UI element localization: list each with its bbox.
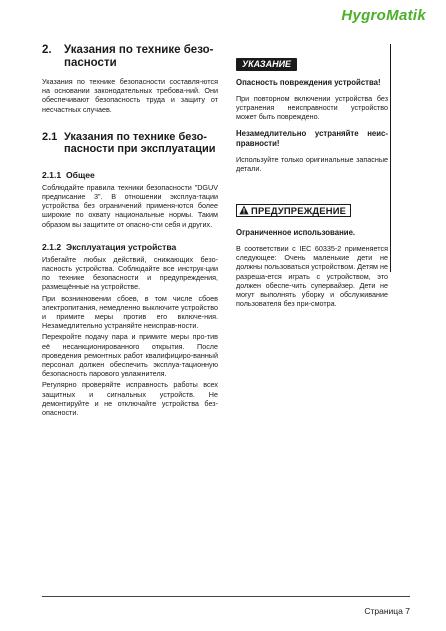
section-2-1-2-number: 2.1.2 bbox=[42, 241, 62, 252]
change-bar bbox=[390, 44, 391, 272]
section-2-1-1-text: Соблюдайте правила техники безопасности "DGUV предписание 3". В отношении эксплуа-тации устройства без ограничений применя-ются более широкие по охвату национальные нормы. Таким образом вы защитите от опасно-сти себя и других. bbox=[42, 182, 218, 229]
notice-text: При повторном включении устройства без устранения неисправности устройство может быть повреждено. bbox=[236, 94, 388, 122]
section-2-1-1-heading bbox=[42, 170, 218, 181]
warning-label-box bbox=[236, 204, 351, 217]
section-2-1-title: Указания по технике безо-пасности при эксплуатации bbox=[64, 130, 216, 156]
section-2-1-2-heading bbox=[42, 242, 218, 253]
logo-part-1: Hygro bbox=[341, 7, 387, 24]
section-2-title: Указания по технике безо- пасности bbox=[64, 44, 214, 69]
warning-block bbox=[236, 202, 409, 308]
logo-part-2: Matik bbox=[386, 7, 426, 24]
notice-text-2: Используйте только оригинальные запасные детали. bbox=[236, 154, 388, 173]
section-2-1-2-paragraph: Перекройте подачу пара и примите меры про-тив её несанкционированного открытия. После проведения ремонтных работ квалифициро-ванный персонал должен обеспечить эксплуа-тационную безопасность парового увлажнителя. bbox=[42, 332, 218, 379]
section-2-1-2-paragraph: При возникновении сбоев, в том числе сбоев электропитания, немедленно выключите устройство и примите меры против его включе-ния. Незамедлительно устраняйте неисправ-ности. bbox=[42, 293, 218, 331]
section-2-1-heading bbox=[42, 131, 218, 156]
page-number: Страница 7 bbox=[364, 606, 410, 616]
section-2-1-2-paragraph: Избегайте любых действий, снижающих безо-пасность устройства. Соблюдайте все инструк-ции по технике безопасности и предупреждения, размещённые на устройстве. bbox=[42, 254, 218, 292]
section-2-text: Указания по технике безопасности составля-ются на основании законодательных требова-ний. Они обеспечивают безопасность труда и защиту от несчастных случаев. bbox=[42, 77, 218, 114]
notice-subtitle-2: Незамедлительно устраняйте неис-правности! bbox=[236, 128, 388, 148]
section-2-1-2-paragraph: Регулярно проверяйте исправность работы всех защитных и сигнальных устройств. Не демонтируйте и не отключайте устройства без-опасности. bbox=[42, 380, 218, 418]
section-2-1-1-title: Общее bbox=[66, 169, 95, 180]
section-2-number: 2. bbox=[42, 44, 52, 56]
warning-text: В соответствии с IEC 60335-2 применяется следующее: Очень маленькие дети не должны пользоваться устройством. Детям не разреша-ется играть с устройством, это должен обеспе-чить супервайзер. Дети не могут выполнять уборку и обслуживание пользователя без при-смотра. bbox=[236, 244, 388, 309]
left-column bbox=[42, 44, 218, 417]
section-2-1-2-title: Эксплуатация устройства bbox=[66, 241, 177, 252]
notice-label: УКАЗАНИЕ bbox=[236, 58, 297, 71]
hygromatik-logo bbox=[341, 8, 426, 24]
warning-label: ПРЕДУПРЕЖДЕНИЕ bbox=[251, 204, 347, 216]
notice-subtitle: Опасность повреждения устройства! bbox=[236, 78, 381, 87]
section-2-heading bbox=[42, 44, 218, 70]
warning-subtitle: Ограниченное использование. bbox=[236, 228, 356, 238]
section-2-1-number: 2.1 bbox=[42, 130, 58, 143]
warning-triangle-icon bbox=[239, 205, 249, 215]
section-2-1-1-number: 2.1.1 bbox=[42, 169, 62, 180]
right-column bbox=[236, 44, 409, 308]
notice-block bbox=[236, 54, 409, 173]
footer-rule bbox=[42, 596, 410, 597]
